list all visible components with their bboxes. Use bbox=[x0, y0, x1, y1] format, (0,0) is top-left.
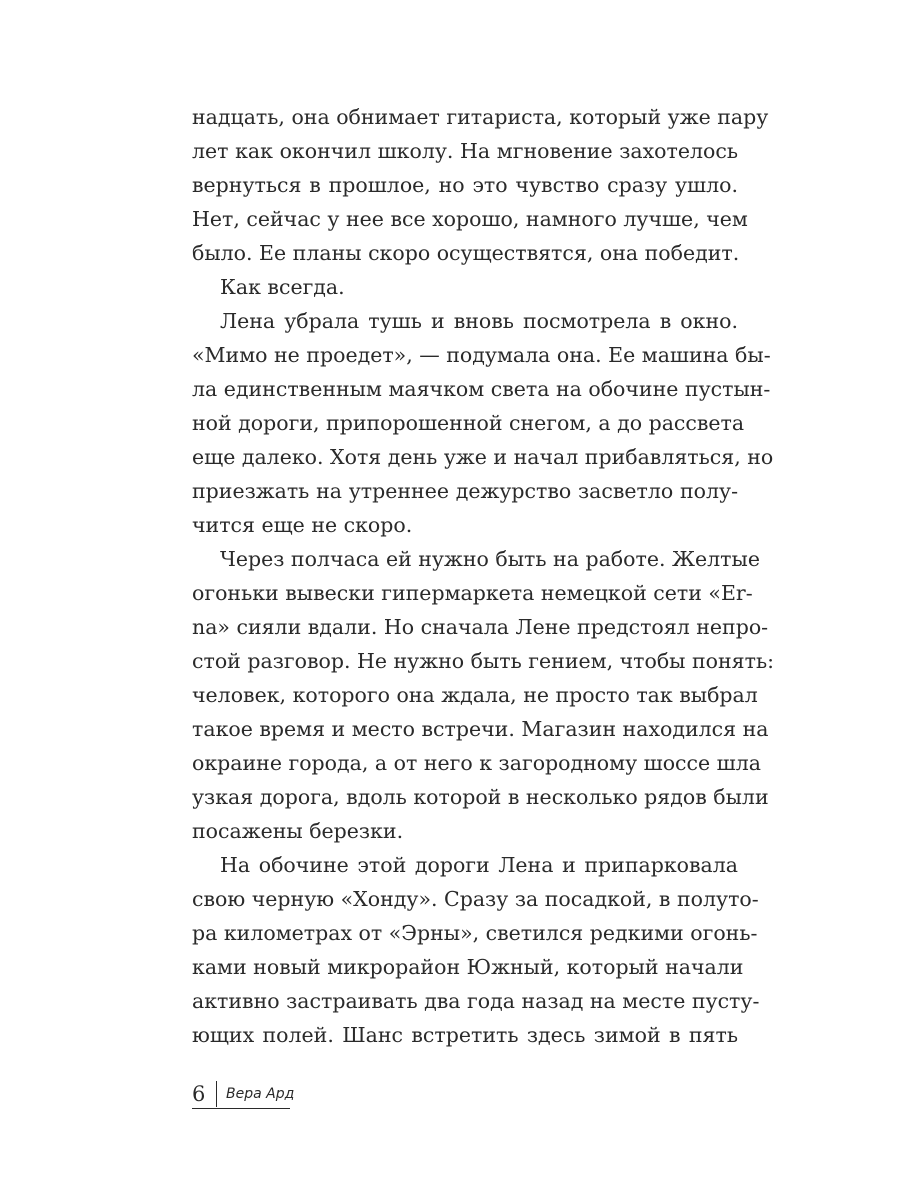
running-head-author: Вера Ард bbox=[226, 1086, 295, 1102]
text-line: вернуться в прошлое, но это чувство сразу ушло. bbox=[192, 173, 738, 197]
text-line: надцать, она обнимает гитариста, который уже пару bbox=[192, 105, 769, 129]
text-line: ла единственным маячком света на обочине пустын- bbox=[192, 377, 771, 401]
text-line: еще далеко. Хотя день уже и начал прибавляться, но bbox=[192, 445, 774, 469]
text-line: лет как окончил школу. На мгновение захотелось bbox=[192, 139, 738, 163]
text-line: ра километрах от «Эрны», светился редкими огонь- bbox=[192, 921, 758, 945]
text-line: человек, которого она ждала, не просто так выбрал bbox=[192, 683, 758, 707]
text-line: Лена убрала тушь и вновь посмотрела в окно. bbox=[220, 309, 738, 333]
text-line: свою черную «Хонду». Сразу за посадкой, в полуто- bbox=[192, 887, 759, 911]
text-line: чится еще не скоро. bbox=[192, 513, 413, 537]
text-line: ющих полей. Шанс встретить здесь зимой в пять bbox=[192, 1023, 738, 1047]
text-line: стой разговор. Не нужно быть гением, чтобы понять: bbox=[192, 649, 775, 673]
text-line: Нет, сейчас у нее все хорошо, намного лучше, чем bbox=[192, 207, 748, 231]
text-line: огоньки вывески гипермаркета немецкой сети «Er- bbox=[192, 581, 753, 605]
book-text bbox=[192, 100, 775, 1052]
text-line: приезжать на утреннее дежурство засветло полу- bbox=[192, 479, 738, 503]
text-line: посажены березки. bbox=[192, 819, 404, 843]
text-line: активно застраивать два года назад на месте пусту- bbox=[192, 989, 760, 1013]
text-line: ками новый микрорайон Южный, который начали bbox=[192, 955, 744, 979]
text-line: окраине города, а от него к загородному шоссе шла bbox=[192, 751, 761, 775]
text-line: На обочине этой дороги Лена и припарковала bbox=[220, 853, 738, 877]
text-line: «Мимо не проедет», — подумала она. Ее машина бы- bbox=[192, 343, 771, 367]
text-line: na» сияли вдали. Но сначала Лене предстоял непро- bbox=[192, 615, 769, 639]
paragraph bbox=[192, 304, 774, 542]
text-line: ной дороги, припорошенной снегом, а до рассвета bbox=[192, 411, 745, 435]
text-line: такое время и место встречи. Магазин находился на bbox=[192, 717, 769, 741]
footer-divider bbox=[216, 1081, 217, 1107]
text-line: узкая дорога, вдоль которой в несколько рядов были bbox=[192, 785, 769, 809]
text-line: Как всегда. bbox=[220, 275, 345, 299]
page-number: 6 bbox=[192, 1082, 206, 1106]
text-line: Через полчаса ей нужно быть на работе. Желтые bbox=[220, 547, 760, 571]
paragraph bbox=[192, 542, 775, 848]
footer-rule bbox=[192, 1108, 290, 1109]
paragraph bbox=[192, 100, 769, 270]
text-line: было. Ее планы скоро осуществятся, она победит. bbox=[192, 241, 740, 265]
paragraph bbox=[192, 848, 760, 1052]
paragraph bbox=[192, 270, 738, 304]
